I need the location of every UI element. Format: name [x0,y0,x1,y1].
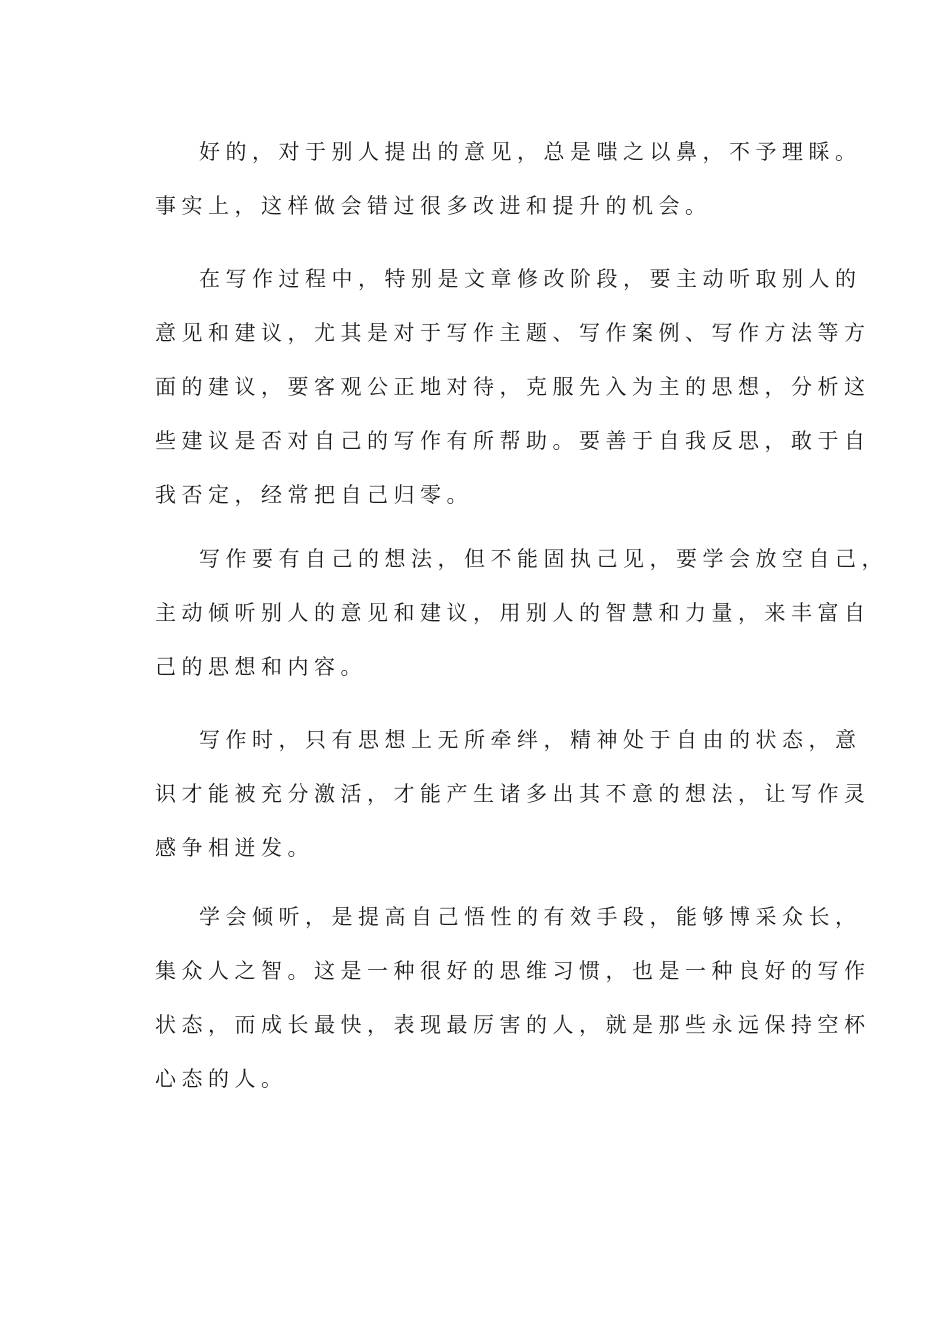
paragraph-line: 识才能被充分激活，才能产生诸多出其不意的想法，让写作灵 [155,782,871,806]
paragraph-line: 感争相迸发。 [155,836,314,860]
paragraph-4 [155,713,871,875]
paragraph-line: 状态，而成长最快，表现最厉害的人，就是那些永远保持空杯 [155,1013,871,1037]
paragraph-line: 主动倾听别人的意见和建议，用别人的智慧和力量，来丰富自 [155,601,871,625]
paragraph-line: 写作要有自己的想法，但不能固执己见，要学会放空自己， [199,547,888,571]
paragraph-5 [155,890,871,1106]
paragraph-2 [155,252,871,522]
paragraph-line: 己的思想和内容。 [155,655,367,679]
paragraph-line: 心态的人。 [155,1067,288,1091]
paragraph-line: 些建议是否对自己的写作有所帮助。要善于自我反思，敢于自 [155,429,871,453]
paragraph-line: 好的，对于别人提出的意见，总是嗤之以鼻，不予理睬。 [199,140,862,164]
paragraph-line: 事实上，这样做会错过很多改进和提升的机会。 [155,194,712,218]
paragraph-3 [155,532,888,694]
paragraph-1 [155,125,862,233]
paragraph-line: 写作时，只有思想上无所牵绊，精神处于自由的状态，意 [199,728,862,752]
paragraph-line: 在写作过程中，特别是文章修改阶段，要主动听取别人的 [199,267,862,291]
paragraph-line: 学会倾听，是提高自己悟性的有效手段，能够博采众长， [199,905,862,929]
paragraph-line: 面的建议，要客观公正地对待，克服先入为主的思想，分析这 [155,375,871,399]
paragraph-line: 集众人之智。这是一种很好的思维习惯，也是一种良好的写作 [155,959,871,983]
paragraph-line: 意见和建议，尤其是对于写作主题、写作案例、写作方法等方 [155,321,871,345]
paragraph-line: 我否定，经常把自己归零。 [155,483,473,507]
